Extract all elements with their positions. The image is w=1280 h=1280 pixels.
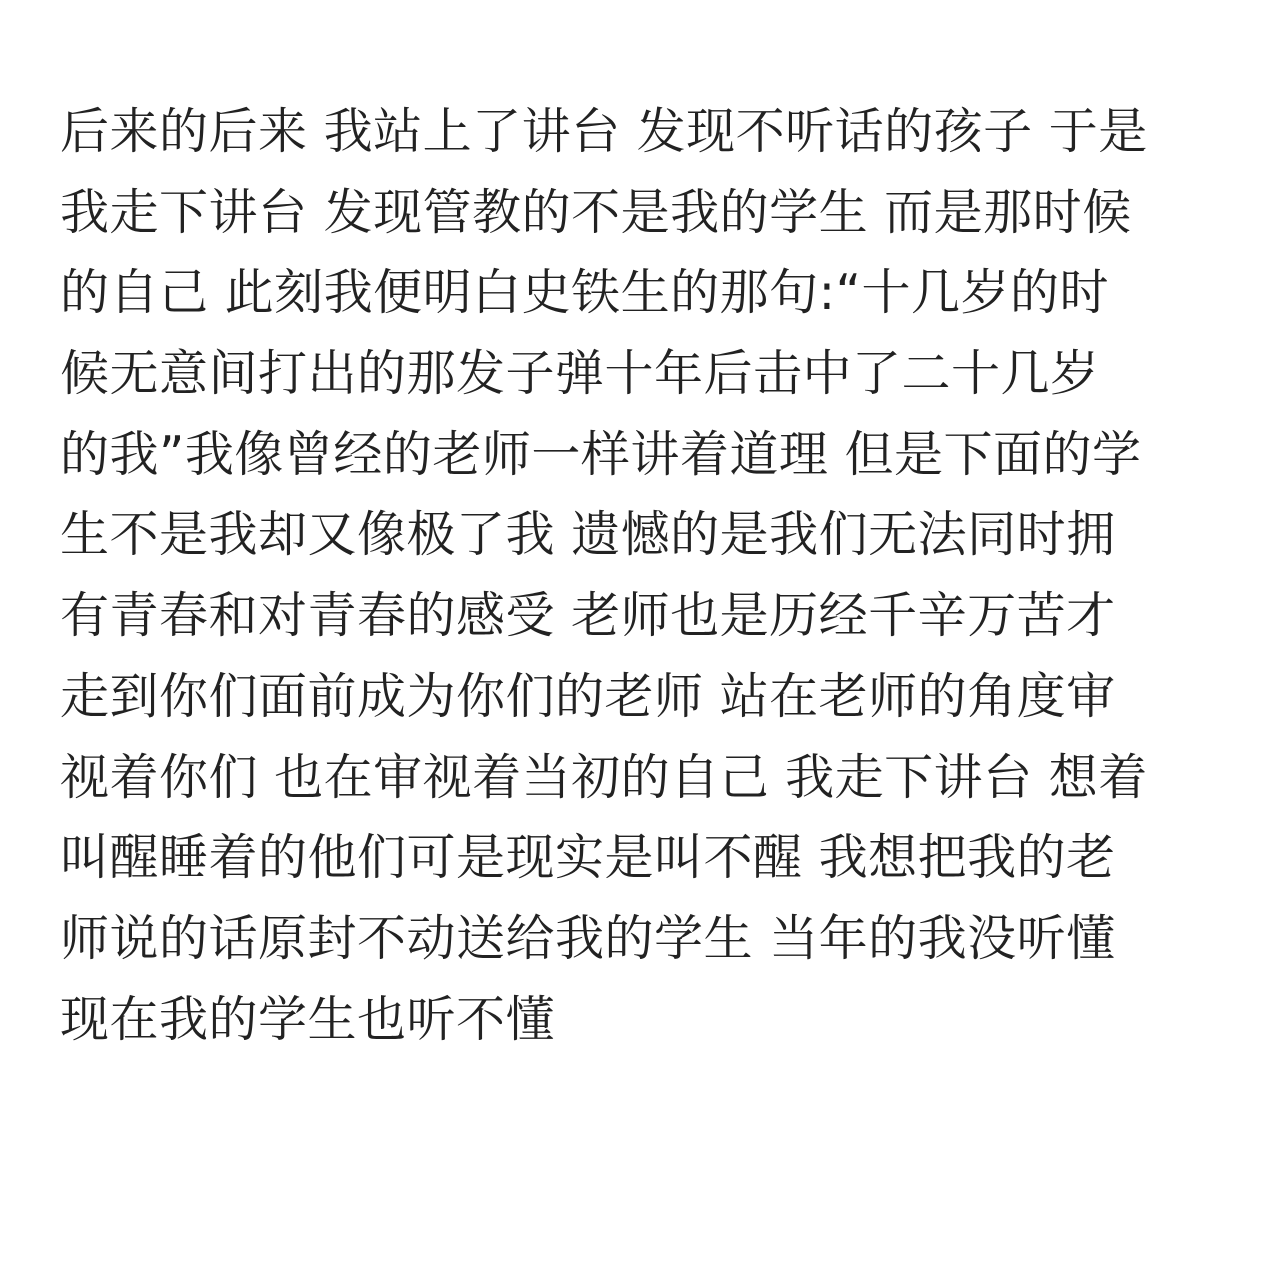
text-line: 候无意间打出的那发子弹十年后击中了二十几岁 [60,345,1100,403]
text-line: 叫醒睡着的他们可是现实是叫不醒 我想把我的老 [60,829,1116,887]
text-line: 现在我的学生也听不懂 [60,990,556,1048]
text-line: 我走下讲台 发现管教的不是我的学生 而是那时候 [60,183,1132,241]
text-line: 的我”我像曾经的老师一样讲着道理 但是下面的学 [60,425,1142,483]
text-line: 的自己 此刻我便明白史铁生的那句:“十几岁的时 [60,264,1109,322]
text-line: 视着你们 也在审视着当初的自己 我走下讲台 想着 [60,748,1148,806]
text-line: 生不是我却又像极了我 遗憾的是我们无法同时拥 [60,506,1116,564]
text-line: 有青春和对青春的感受 老师也是历经千辛万苦才 [60,587,1116,645]
post-text [60,92,1230,1060]
text-line: 后来的后来 我站上了讲台 发现不听话的孩子 于是 [60,103,1148,160]
text-line: 师说的话原封不动送给我的学生 当年的我没听懂 [60,909,1116,967]
text-line: 走到你们面前成为你们的老师 站在老师的角度审 [60,667,1116,725]
